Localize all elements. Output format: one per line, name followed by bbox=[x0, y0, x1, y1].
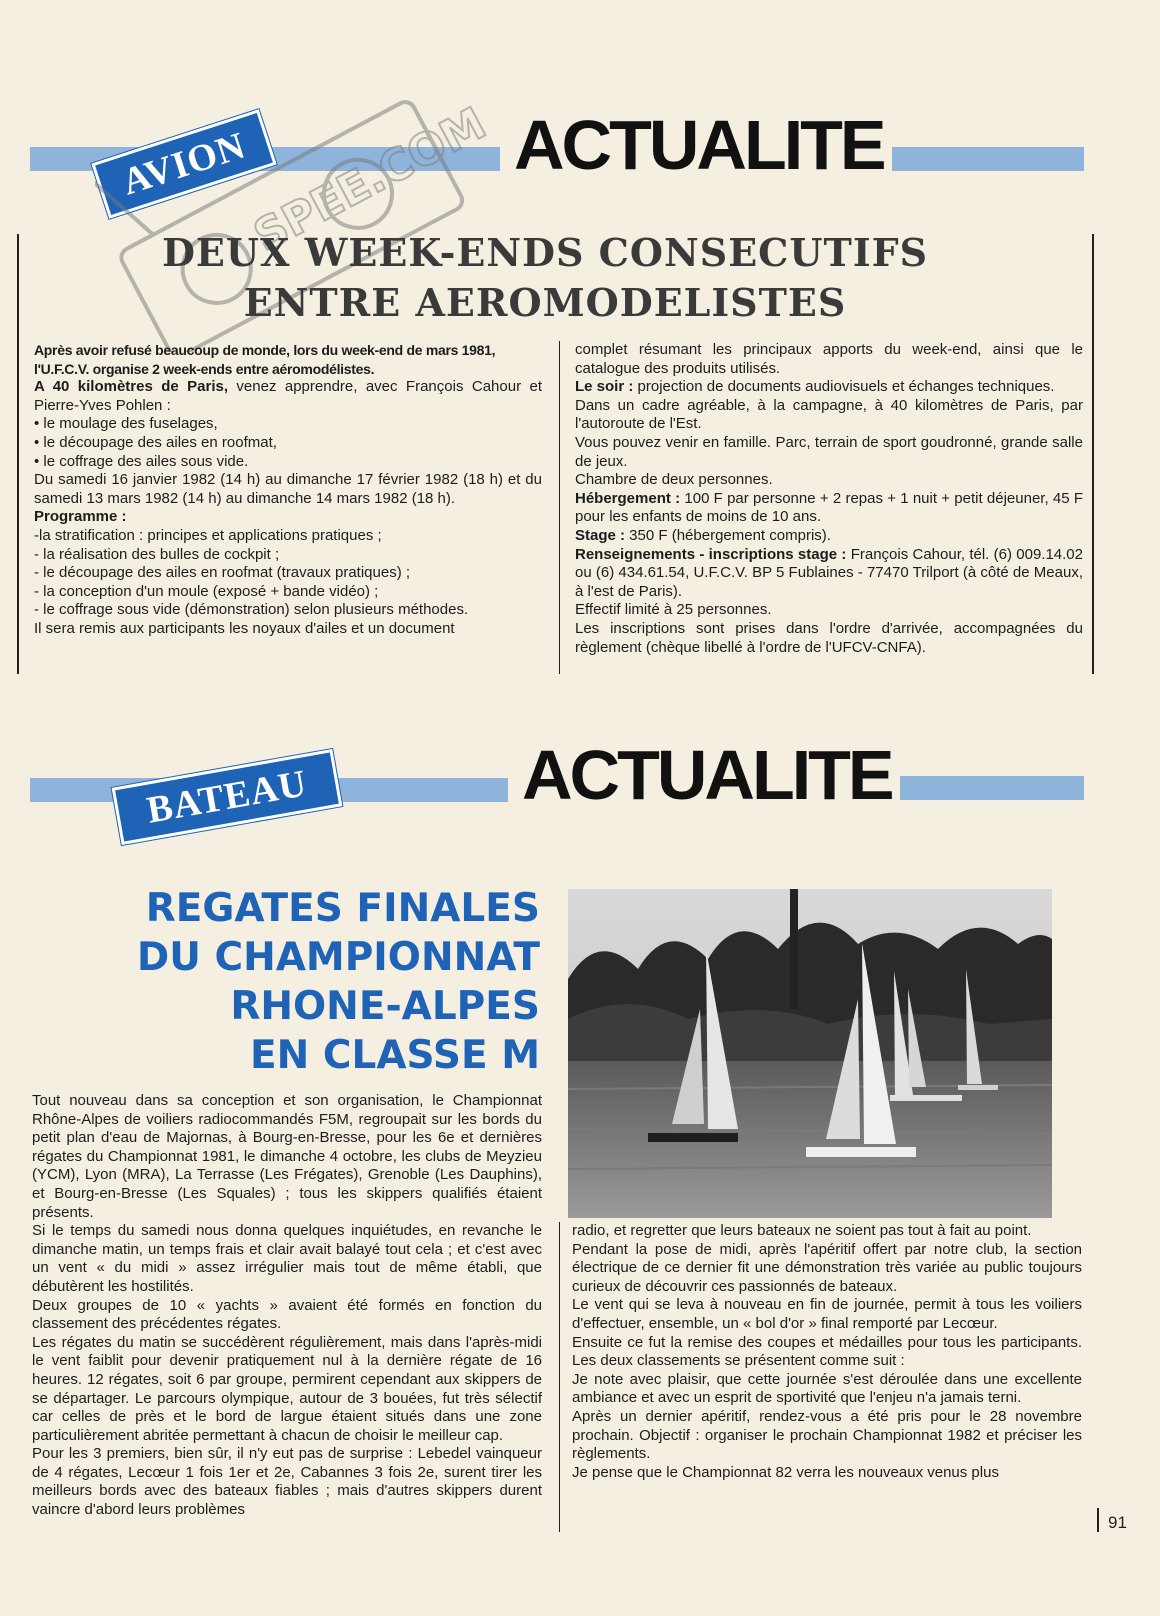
article2-paragraph-2: Si le temps du samedi nous donna quelques inquiétudes, en revanche le dimanche matin, un temps frais et clair avait balayé tout cela ; et c'est avec un vent « du midi » assez irrégulier mais tout de même établi, que débutèrent les hostilités. bbox=[32, 1222, 542, 1295]
hebergement-label: Hébergement : bbox=[575, 489, 681, 507]
soir-paragraph bbox=[575, 378, 1083, 397]
article2-headline-line3: RHONE-ALPES bbox=[230, 984, 540, 1029]
bullet-3: • le coffrage des ailes sous vide. bbox=[34, 452, 249, 470]
intro-rest: venez apprendre, avec François Cahour et Pierre-Yves Pohlen : bbox=[34, 378, 542, 414]
article2-paragraph-3: Deux groupes de 10 « yachts » avaient été formés en fonction du classement des précédentes régates. bbox=[32, 1296, 542, 1333]
article2-paragraph-4: Les régates du matin se succédèrent régulièrement, mais dans l'après-midi le vent faiblit pour devenir pratiquement nul à la dernière régate de 16 heures. 12 régates, soit 6 par groupe, permirent cependant aux skippers de se départager. Le parcours olympique, autour de 3 bouées, fut très sélectif car celles de près et le bord de largue étaient situés dans une zone particulièrement abritée permettant à chacun de choisir le meilleur cap. bbox=[32, 1333, 542, 1444]
column-divider-1 bbox=[559, 341, 560, 674]
soir-label: Le soir : bbox=[575, 378, 634, 396]
article2-headline-line4: EN CLASSE M bbox=[250, 1033, 540, 1078]
programme-item-4: - la conception d'un moule (exposé + bande vidéo) ; bbox=[34, 582, 379, 600]
dates-paragraph: Du samedi 16 janvier 1982 (14 h) au dimanche 17 février 1982 (18 h) et du samedi 13 mars 1982 (14 h) au dimanche 14 mars 1982 (18 h). bbox=[34, 471, 542, 507]
article1-lede-2: l'U.F.C.V. organise 2 week-ends entre aéromodélistes. bbox=[34, 360, 375, 377]
article2-paragraph-1: Tout nouveau dans sa conception et son organisation, le Championnat Rhône-Alpes de voiliers radiocommandés F5M, regroupait sur les bords du petit plan d'eau de Majornas, à Bourg-en-Bresse, pour les 6e et dernières régates du Championnat 1981, le dimanche 4 octobre, les clubs de Meyzieu (YCM), Lyon (MRA), La Terrasse (Les Frégates), Grenoble (Les Dauphins), et Bourg-en-Bresse (Les Squales) ; tous les skippers qualifiés étaient présents. bbox=[32, 1092, 542, 1221]
banner2-title: ACTUALITE bbox=[514, 740, 900, 810]
article2-column2 bbox=[572, 1222, 1082, 1482]
page-number: 91 bbox=[1108, 1513, 1127, 1532]
remis-paragraph: Il sera remis aux participants les noyaux d'ailes et un document bbox=[34, 619, 455, 637]
programme-item-3: - le découpage des ailes en roofmat (travaux pratiques) ; bbox=[34, 564, 411, 582]
article2-col2-paragraph-5: Je note avec plaisir, que cette journée s'est déroulée dans une excellente ambiance et avec un esprit de sportivité que l'enjeu n'a jamais terni. bbox=[572, 1370, 1082, 1407]
article2-column1 bbox=[32, 1092, 542, 1520]
article2-headline-line1: REGATES FINALES bbox=[145, 886, 540, 931]
article2-col2-paragraph-4: Ensuite ce fut la remise des coupes et médailles pour tous les participants. Les deux classements se présentent comme suit : bbox=[572, 1333, 1082, 1370]
stage-label: Stage : bbox=[575, 526, 626, 544]
watermark-text: SPEE.COM bbox=[245, 97, 495, 263]
column-divider-2 bbox=[559, 1222, 560, 1532]
bullet-1: • le moulage des fuselages, bbox=[34, 415, 218, 433]
article1-intro bbox=[34, 378, 542, 415]
banner-title: ACTUALITE bbox=[506, 110, 892, 180]
hebergement-paragraph bbox=[575, 490, 1083, 527]
renseignements-text: François Cahour, tél. (6) 009.14.02 ou (6) 434.61.54, U.F.C.V. BP 5 Fublaines - 77470 Trilport (à côté de Meaux, à l'est de Paris). bbox=[575, 545, 1083, 600]
bullet-2: • le découpage des ailes en roofmat, bbox=[34, 433, 277, 451]
renseignements-paragraph bbox=[575, 546, 1083, 602]
article1-column1 bbox=[34, 341, 542, 639]
intro-bold: A 40 kilomètres de Paris, bbox=[34, 378, 229, 396]
article2-col2-paragraph-3: Le vent qui se leva à nouveau en fin de journée, permit à tous les voiliers d'effectuer, ensemble, un « bol d'or » final remporté par Lecœur. bbox=[572, 1296, 1082, 1332]
programme-item-5: - le coffrage sous vide (démonstration) selon plusieurs méthodes. bbox=[34, 601, 469, 619]
article1-column2 bbox=[575, 341, 1083, 657]
article2-paragraph-5: Pour les 3 premiers, bien sûr, il n'y eut pas de surprise : Lebedel vainqueur de 4 régates, Lecœur 1 fois 1er et 2e, Cabannes 3 fois 2e, surent tirer les meilleurs bords avec des bateaux fiables ; mais d'autres skippers durent vaincre d'abord leurs problèmes bbox=[32, 1445, 542, 1519]
cadre-paragraph: Dans un cadre agréable, à la campagne, à 40 kilomètres de Paris, par l'autoroute de l'Est. bbox=[575, 396, 1083, 433]
programme-item-1: -la stratification : principes et applications pratiques ; bbox=[34, 526, 382, 544]
banner2-band-right bbox=[890, 776, 1084, 800]
sailboats-photo bbox=[568, 889, 1052, 1218]
programme-label-text: Programme : bbox=[34, 508, 127, 526]
inscriptions-paragraph: Les inscriptions sont prises dans l'ordre d'arrivée, accompagnées du règlement (chèque libellé à l'ordre de l'UFCV-CNFA). bbox=[575, 619, 1083, 656]
article2-headline-line2: DU CHAMPIONNAT bbox=[136, 935, 540, 980]
page-number-rule bbox=[1097, 1508, 1099, 1532]
article1-headline-line1: DEUX WEEK-ENDS CONSECUTIFS bbox=[161, 230, 929, 275]
article1-headline-line2: ENTRE AEROMODELISTES bbox=[243, 280, 847, 325]
article1-lede-1: Après avoir refusé beaucoup de monde, lors du week-end de mars 1981, bbox=[34, 342, 496, 358]
soir-text: projection de documents audiovisuels et échanges techniques. bbox=[633, 378, 1055, 396]
article2-col2-paragraph-6: Après un dernier apéritif, rendez-vous a été pris pour le 28 novembre prochain. Objectif : organiser le prochain Championnat 1982 et préciser les règlements. bbox=[572, 1407, 1082, 1463]
left-frame-rule bbox=[17, 234, 19, 674]
renseignements-label: Renseignements - inscriptions stage : bbox=[575, 545, 847, 563]
famille-paragraph: Vous pouvez venir en famille. Parc, terrain de sport goudronné, grande salle de jeux. bbox=[575, 433, 1083, 470]
stage-text: 350 F (hébergement compris). bbox=[625, 526, 831, 544]
article1-headline bbox=[90, 228, 1000, 328]
rubric-avion: AVION bbox=[91, 109, 276, 219]
right-frame-rule bbox=[1092, 234, 1094, 674]
programme-item-2: - la réalisation des bulles de cockpit ; bbox=[34, 545, 280, 563]
col2-paragraph-1: complet résumant les principaux apports du week-end, ainsi que le catalogue des produits utilisés. bbox=[575, 341, 1083, 377]
article2-col2-paragraph-1: radio, et regretter que leurs bateaux ne soient pas tout à fait au point. bbox=[572, 1222, 1032, 1239]
article2-col2-paragraph-7: Je pense que le Championnat 82 verra les nouveaux venus plus bbox=[572, 1463, 999, 1481]
rubric-bateau: BATEAU bbox=[112, 749, 343, 845]
banner-band-right bbox=[882, 147, 1084, 171]
effectif-paragraph: Effectif limité à 25 personnes. bbox=[575, 601, 772, 619]
stage-paragraph bbox=[575, 527, 1083, 546]
programme-label bbox=[34, 508, 542, 527]
chambre-paragraph: Chambre de deux personnes. bbox=[575, 471, 773, 489]
article2-headline bbox=[60, 884, 540, 1080]
hebergement-text: 100 F par personne + 2 repas + 1 nuit + petit déjeuner, 45 F pour les enfants de moins de 10 ans. bbox=[575, 489, 1083, 526]
article2-col2-paragraph-2: Pendant la pose de midi, après l'apéritif offert par notre club, la section électrique de ce dernier fit une démonstration très variée au public toujours curieux de découvrir ces passionnés de bateaux. bbox=[572, 1240, 1082, 1295]
